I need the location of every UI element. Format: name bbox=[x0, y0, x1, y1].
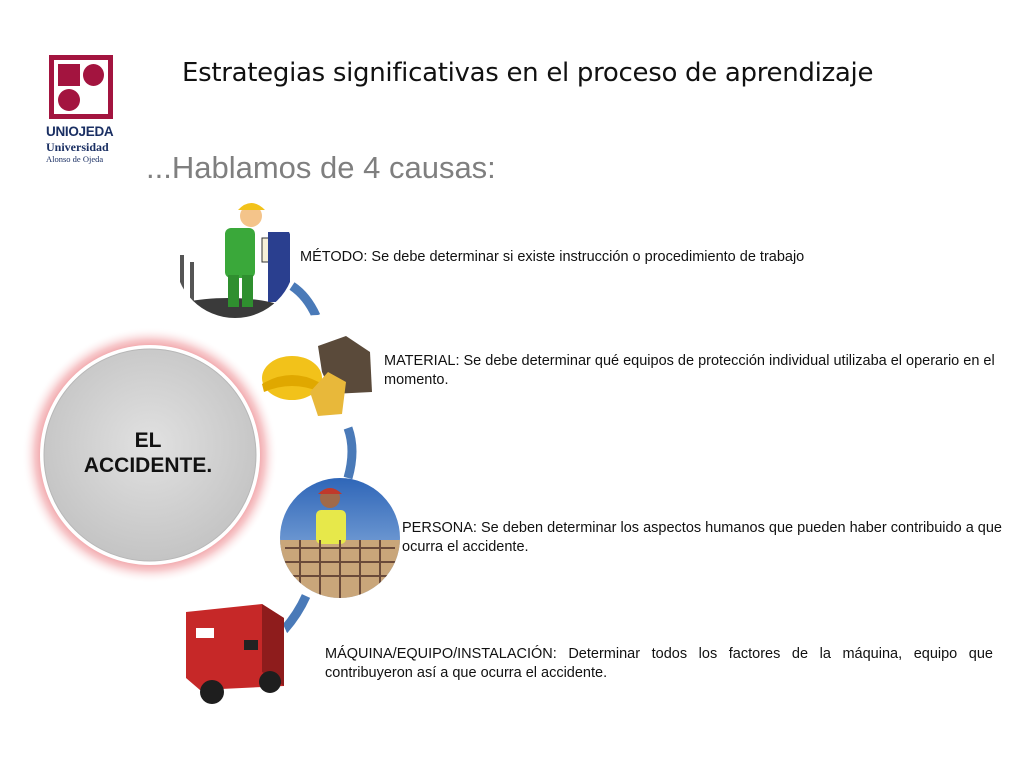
welding-machine-photo bbox=[174, 594, 290, 710]
slide-title: Estrategias significativas en el proceso de aprendizaje bbox=[182, 58, 874, 88]
center-label-line1: EL bbox=[134, 429, 162, 452]
logo-text-alonso: Alonso de Ojeda bbox=[46, 154, 104, 164]
worker-with-clipboard-illustration bbox=[168, 198, 295, 326]
center-label-line2: ACCIDENTE. bbox=[83, 454, 213, 477]
cause-persona-text: PERSONA: Se deben determinar los aspectos humanos que pueden haber contribuido a que ocurra el accidente. bbox=[402, 520, 1002, 555]
cause-metodo-text: MÉTODO: Se debe determinar si existe instrucción o procedimiento de trabajo bbox=[300, 249, 805, 265]
logo-text-universidad: Universidad bbox=[46, 140, 109, 154]
slide-subtitle: ...Hablamos de 4 causas: bbox=[146, 150, 496, 185]
hard-hat-boots-gloves-photo bbox=[260, 315, 376, 431]
cause-material-text: MATERIAL: Se debe determinar qué equipos de protección individual utilizaba el operario en el momento. bbox=[384, 353, 995, 388]
cause-maquina-text: MÁQUINA/EQUIPO/INSTALACIÓN: Determinar todos los factores de la máquina, equipo que contribuyeron así a que ocurra el accidente. bbox=[325, 646, 993, 681]
center-node-label bbox=[58, 428, 238, 478]
logo-text-uniojeda: UNIOJEDA bbox=[46, 124, 114, 139]
construction-worker-photo bbox=[280, 478, 400, 600]
